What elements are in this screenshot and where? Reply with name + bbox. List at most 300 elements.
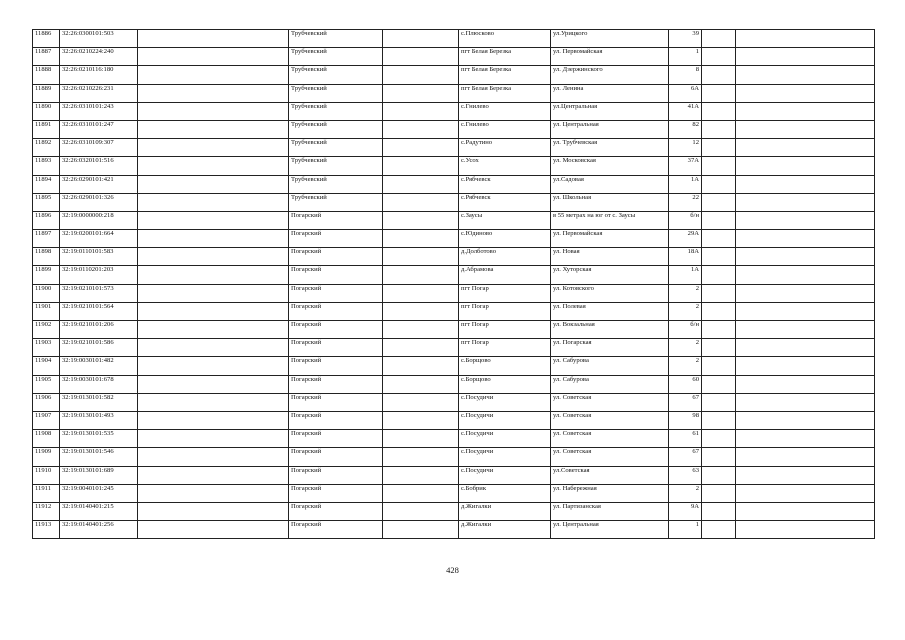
street-cell: ул. Ленина [551,84,669,102]
row-number-cell: 11901 [33,302,60,320]
row-number-cell: 11892 [33,139,60,157]
empty-cell [702,321,736,339]
locality-cell: пгт Погар [459,302,551,320]
cadastral-number-cell: 32:19:0030101:482 [60,357,138,375]
row-number-cell: 11900 [33,284,60,302]
table-row [33,266,875,284]
table-row [33,339,875,357]
empty-cell [736,357,875,375]
empty-cell [736,66,875,84]
house-number-cell: 67 [669,393,702,411]
empty-cell [702,375,736,393]
locality-cell: с.Бобрик [459,484,551,502]
table-row [33,30,875,48]
district-cell: Погарский [289,211,383,229]
table-row [33,430,875,448]
empty-cell [383,66,459,84]
district-cell: Погарский [289,466,383,484]
house-number-cell: 37А [669,157,702,175]
empty-cell [736,430,875,448]
district-cell: Погарский [289,302,383,320]
cadastral-number-cell: 32:19:0110201:203 [60,266,138,284]
page-number: 428 [446,565,459,575]
row-number-cell: 11896 [33,211,60,229]
empty-cell [383,375,459,393]
locality-cell: с.Посудичи [459,393,551,411]
street-cell: ул. Московская [551,157,669,175]
empty-cell [383,175,459,193]
row-number-cell: 11888 [33,66,60,84]
house-number-cell: 98 [669,411,702,429]
table-row [33,284,875,302]
empty-cell [138,466,289,484]
empty-cell [736,484,875,502]
empty-cell [138,284,289,302]
street-cell: ул.Советская [551,466,669,484]
empty-cell [736,48,875,66]
empty-cell [383,484,459,502]
table-row [33,48,875,66]
table-row [33,448,875,466]
empty-cell [138,84,289,102]
house-number-cell: 67 [669,448,702,466]
house-number-cell: 2 [669,284,702,302]
empty-cell [736,193,875,211]
locality-cell: с.Борщово [459,375,551,393]
empty-cell [383,30,459,48]
empty-cell [736,230,875,248]
row-number-cell: 11912 [33,502,60,520]
empty-cell [702,284,736,302]
street-cell: ул. Сабурова [551,357,669,375]
empty-cell [702,66,736,84]
locality-cell: с.Юдиново [459,230,551,248]
district-cell: Трубчевский [289,84,383,102]
locality-cell: с.Посудичи [459,411,551,429]
house-number-cell: 2 [669,302,702,320]
row-number-cell: 11909 [33,448,60,466]
empty-cell [736,120,875,138]
district-cell: Трубчевский [289,193,383,211]
house-number-cell: 1 [669,521,702,539]
cadastral-number-cell: 32:19:0130101:582 [60,393,138,411]
house-number-cell: 2 [669,484,702,502]
district-cell: Погарский [289,230,383,248]
district-cell: Погарский [289,375,383,393]
street-cell: ул. Трубчевская [551,139,669,157]
district-cell: Трубчевский [289,139,383,157]
row-number-cell: 11899 [33,266,60,284]
district-cell: Трубчевский [289,66,383,84]
district-cell: Погарский [289,248,383,266]
district-cell: Погарский [289,430,383,448]
empty-cell [383,430,459,448]
row-number-cell: 11904 [33,357,60,375]
empty-cell [138,139,289,157]
locality-cell: с.Гнилево [459,102,551,120]
empty-cell [138,339,289,357]
locality-cell: пгт Белая Березка [459,48,551,66]
row-number-cell: 11906 [33,393,60,411]
empty-cell [702,157,736,175]
street-cell: ул.Урицкого [551,30,669,48]
street-cell: ул. Хуторская [551,266,669,284]
empty-cell [702,48,736,66]
street-cell: ул.Садовая [551,175,669,193]
empty-cell [702,175,736,193]
table-row [33,375,875,393]
house-number-cell: 60 [669,375,702,393]
district-cell: Погарский [289,321,383,339]
locality-cell: пгт Белая Березка [459,66,551,84]
locality-cell: д.Жигалки [459,502,551,520]
district-cell: Погарский [289,411,383,429]
street-cell: ул.Центральная [551,102,669,120]
house-number-cell: 2 [669,339,702,357]
empty-cell [736,393,875,411]
cadastral-number-cell: 32:19:0130101:493 [60,411,138,429]
empty-cell [736,339,875,357]
house-number-cell: 6А [669,84,702,102]
district-cell: Трубчевский [289,102,383,120]
cadastral-number-cell: 32:19:0140401:215 [60,502,138,520]
empty-cell [383,248,459,266]
cadastral-number-cell: 32:19:0110101:583 [60,248,138,266]
empty-cell [702,521,736,539]
row-number-cell: 11902 [33,321,60,339]
house-number-cell: 2 [669,357,702,375]
street-cell: ул. Партизанская [551,502,669,520]
street-cell: ул. Новая [551,248,669,266]
district-cell: Погарский [289,484,383,502]
street-cell: ул. Дзержинского [551,66,669,84]
locality-cell: пгт Погар [459,339,551,357]
locality-cell: с.Рябчевск [459,193,551,211]
cadastral-number-cell: 32:19:0130101:689 [60,466,138,484]
empty-cell [736,139,875,157]
cadastral-number-cell: 32:19:0210101:586 [60,339,138,357]
empty-cell [736,321,875,339]
empty-cell [383,411,459,429]
table-row [33,302,875,320]
district-cell: Трубчевский [289,175,383,193]
locality-cell: с.Гнилево [459,120,551,138]
empty-cell [138,393,289,411]
street-cell: ул. Первомайская [551,230,669,248]
cadastral-number-cell: 32:26:0310109:307 [60,139,138,157]
empty-cell [138,266,289,284]
street-cell: ул. Набережная [551,484,669,502]
locality-cell: с.Посудичи [459,448,551,466]
table-row [33,248,875,266]
empty-cell [383,266,459,284]
table-row [33,230,875,248]
district-cell: Трубчевский [289,30,383,48]
empty-cell [383,193,459,211]
empty-cell [138,66,289,84]
table-row [33,139,875,157]
row-number-cell: 11905 [33,375,60,393]
row-number-cell: 11897 [33,230,60,248]
street-cell: ул. Советская [551,448,669,466]
district-cell: Трубчевский [289,157,383,175]
district-cell: Погарский [289,521,383,539]
empty-cell [138,484,289,502]
house-number-cell: 1 [669,48,702,66]
empty-cell [383,302,459,320]
empty-cell [138,211,289,229]
empty-cell [138,48,289,66]
empty-cell [736,248,875,266]
empty-cell [383,357,459,375]
table-row [33,84,875,102]
cadastral-number-cell: 32:26:0310101:247 [60,120,138,138]
empty-cell [383,84,459,102]
locality-cell: пгт Погар [459,284,551,302]
house-number-cell: б/н [669,211,702,229]
empty-cell [383,339,459,357]
locality-cell: с.Усох [459,157,551,175]
empty-cell [702,248,736,266]
row-number-cell: 11889 [33,84,60,102]
house-number-cell: 29А [669,230,702,248]
district-cell: Трубчевский [289,48,383,66]
empty-cell [702,211,736,229]
empty-cell [383,502,459,520]
cadastral-number-cell: 32:19:0210101:206 [60,321,138,339]
empty-cell [702,30,736,48]
empty-cell [702,484,736,502]
empty-cell [736,411,875,429]
empty-cell [736,302,875,320]
district-cell: Погарский [289,448,383,466]
row-number-cell: 11898 [33,248,60,266]
empty-cell [383,120,459,138]
cadastral-number-cell: 32:19:0210101:573 [60,284,138,302]
locality-cell: пгт Белая Березка [459,84,551,102]
row-number-cell: 11913 [33,521,60,539]
empty-cell [383,211,459,229]
empty-cell [702,448,736,466]
empty-cell [138,193,289,211]
street-cell: в 55 метрах на юг от с. Заусы [551,211,669,229]
empty-cell [138,120,289,138]
empty-cell [702,430,736,448]
empty-cell [138,30,289,48]
empty-cell [702,357,736,375]
empty-cell [138,375,289,393]
empty-cell [736,84,875,102]
empty-cell [736,102,875,120]
house-number-cell: 9А [669,502,702,520]
empty-cell [138,175,289,193]
empty-cell [702,393,736,411]
locality-cell: д.Долботово [459,248,551,266]
table-row [33,521,875,539]
empty-cell [138,521,289,539]
cadastral-number-cell: 32:26:0210224:240 [60,48,138,66]
empty-cell [383,284,459,302]
empty-cell [138,157,289,175]
empty-cell [702,120,736,138]
empty-cell [702,139,736,157]
empty-cell [138,411,289,429]
empty-cell [383,521,459,539]
table-row [33,321,875,339]
cadastral-number-cell: 32:26:0290101:421 [60,175,138,193]
locality-cell: с.Посудичи [459,466,551,484]
empty-cell [138,248,289,266]
house-number-cell: 1А [669,175,702,193]
house-number-cell: 82 [669,120,702,138]
cadastral-number-cell: 32:19:0140401:256 [60,521,138,539]
table-row [33,357,875,375]
cadastral-number-cell: 32:19:0130101:535 [60,430,138,448]
cadastral-number-cell: 32:26:0210116:180 [60,66,138,84]
empty-cell [736,266,875,284]
district-cell: Погарский [289,502,383,520]
cadastral-number-cell: 32:19:0000000:218 [60,211,138,229]
street-cell: ул. Советская [551,430,669,448]
empty-cell [702,230,736,248]
house-number-cell: 39 [669,30,702,48]
row-number-cell: 11894 [33,175,60,193]
row-number-cell: 11908 [33,430,60,448]
table-row [33,66,875,84]
cadastral-number-cell: 32:19:0130101:546 [60,448,138,466]
table-row [33,411,875,429]
locality-cell: пгт Погар [459,321,551,339]
row-number-cell: 11893 [33,157,60,175]
empty-cell [138,430,289,448]
empty-cell [736,175,875,193]
cadastral-number-cell: 32:26:0300101:503 [60,30,138,48]
empty-cell [702,411,736,429]
empty-cell [736,30,875,48]
house-number-cell: 18А [669,248,702,266]
empty-cell [383,102,459,120]
empty-cell [736,521,875,539]
house-number-cell: б/н [669,321,702,339]
table-row [33,157,875,175]
row-number-cell: 11895 [33,193,60,211]
empty-cell [736,502,875,520]
empty-cell [702,102,736,120]
house-number-cell: 41А [669,102,702,120]
empty-cell [702,502,736,520]
empty-cell [383,230,459,248]
empty-cell [383,466,459,484]
district-cell: Трубчевский [289,120,383,138]
cadastral-number-cell: 32:26:0310101:243 [60,102,138,120]
empty-cell [736,157,875,175]
table-row [33,102,875,120]
table-row [33,393,875,411]
locality-cell: с.Радутино [459,139,551,157]
locality-cell: д.Жигалки [459,521,551,539]
empty-cell [702,466,736,484]
house-number-cell: 12 [669,139,702,157]
cadastral-number-cell: 32:26:0290101:326 [60,193,138,211]
empty-cell [736,375,875,393]
empty-cell [383,321,459,339]
locality-cell: с.Плюсково [459,30,551,48]
register-table [32,29,875,539]
empty-cell [138,502,289,520]
empty-cell [383,448,459,466]
district-cell: Погарский [289,284,383,302]
empty-cell [383,393,459,411]
empty-cell [383,48,459,66]
house-number-cell: 1А [669,266,702,284]
district-cell: Погарский [289,357,383,375]
house-number-cell: 8 [669,66,702,84]
district-cell: Погарский [289,393,383,411]
street-cell: ул. Первомайская [551,48,669,66]
street-cell: ул. Центральная [551,120,669,138]
empty-cell [702,302,736,320]
locality-cell: с.Заусы [459,211,551,229]
empty-cell [138,302,289,320]
street-cell: ул. Советская [551,411,669,429]
table-row [33,211,875,229]
street-cell: ул. Полевая [551,302,669,320]
row-number-cell: 11891 [33,120,60,138]
house-number-cell: 61 [669,430,702,448]
row-number-cell: 11911 [33,484,60,502]
cadastral-number-cell: 32:19:0040101:245 [60,484,138,502]
row-number-cell: 11910 [33,466,60,484]
empty-cell [138,357,289,375]
empty-cell [736,448,875,466]
empty-cell [736,284,875,302]
street-cell: ул. Советская [551,393,669,411]
street-cell: ул. Котовского [551,284,669,302]
locality-cell: с.Рябчевск [459,175,551,193]
empty-cell [736,211,875,229]
cadastral-number-cell: 32:26:0320101:516 [60,157,138,175]
cadastral-number-cell: 32:19:0210101:564 [60,302,138,320]
cadastral-number-cell: 32:19:0200101:664 [60,230,138,248]
house-number-cell: 63 [669,466,702,484]
street-cell: ул. Школьная [551,193,669,211]
row-number-cell: 11907 [33,411,60,429]
row-number-cell: 11886 [33,30,60,48]
table-row [33,193,875,211]
street-cell: ул. Центральная [551,521,669,539]
district-cell: Погарский [289,266,383,284]
table-row [33,502,875,520]
table-row [33,175,875,193]
cadastral-number-cell: 32:26:0210226:231 [60,84,138,102]
district-cell: Погарский [289,339,383,357]
locality-cell: д.Абрамова [459,266,551,284]
empty-cell [138,230,289,248]
empty-cell [702,193,736,211]
locality-cell: с.Посудичи [459,430,551,448]
row-number-cell: 11887 [33,48,60,66]
street-cell: ул. Сабурова [551,375,669,393]
table-body [33,30,875,539]
cadastral-number-cell: 32:19:0030101:678 [60,375,138,393]
table-row [33,120,875,138]
empty-cell [736,466,875,484]
empty-cell [383,139,459,157]
empty-cell [702,339,736,357]
table-row [33,484,875,502]
street-cell: ул. Вокзальная [551,321,669,339]
table-row [33,466,875,484]
